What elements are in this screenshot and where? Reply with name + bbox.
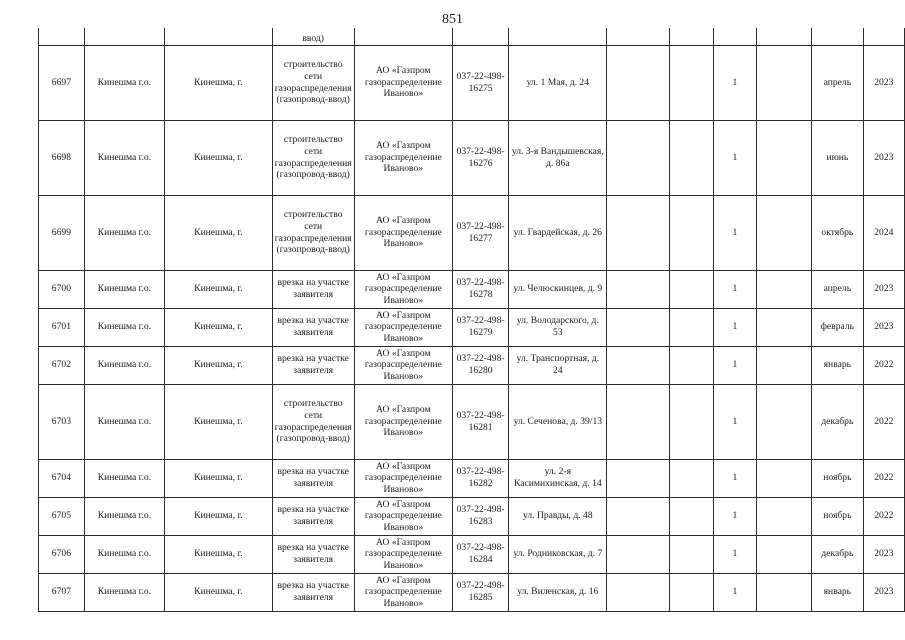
cell-address: ул. Челюскинцев, д. 9 — [509, 270, 607, 308]
cell-empty — [812, 28, 864, 45]
cell-empty — [757, 195, 812, 270]
cell-locality: Кинешма, г. — [165, 45, 273, 120]
cell-operator: АО «Газпром газораспределение Иваново» — [354, 120, 452, 195]
cell-number: 6700 — [39, 270, 85, 308]
cell-empty — [757, 45, 812, 120]
table-row — [39, 195, 905, 270]
cell-address: ул. 3-я Вандышевская, д. 86а — [509, 120, 607, 195]
cell-work: врезка на участке заявителя — [272, 270, 354, 308]
cell-empty — [669, 497, 713, 535]
cell-operator: АО «Газпром газораспределение Иваново» — [354, 497, 452, 535]
cell-address: ул. Правды, д. 48 — [509, 497, 607, 535]
cell-code: 037-22-498-16278 — [452, 270, 508, 308]
cell-empty — [669, 45, 713, 120]
cell-locality: Кинешма, г. — [165, 120, 273, 195]
cell-work: врезка на участке заявителя — [272, 346, 354, 384]
cell-locality: Кинешма, г. — [165, 384, 273, 459]
cell-empty — [607, 384, 669, 459]
cell-work: строительство сети газораспределения (газопровод-ввод) — [272, 45, 354, 120]
cell-operator: АО «Газпром газораспределение Иваново» — [354, 573, 452, 611]
cell-number: 6699 — [39, 195, 85, 270]
cell-year: 2022 — [863, 459, 904, 497]
cell-operator: АО «Газпром газораспределение Иваново» — [354, 346, 452, 384]
cell-month: февраль — [812, 308, 864, 346]
cell-locality: Кинешма, г. — [165, 346, 273, 384]
cell-quantity: 1 — [713, 459, 757, 497]
cell-empty — [757, 28, 812, 45]
page-number: 851 — [442, 12, 463, 27]
cell-year: 2024 — [863, 195, 904, 270]
cell-locality: Кинешма, г. — [165, 535, 273, 573]
table-row — [39, 270, 905, 308]
table-row — [39, 120, 905, 195]
cell-empty — [607, 346, 669, 384]
cell-work: строительство сети газораспределения (газопровод-ввод) — [272, 195, 354, 270]
cell-address: ул. Володарского, д. 53 — [509, 308, 607, 346]
cell-empty — [669, 346, 713, 384]
cell-year: 2023 — [863, 573, 904, 611]
cell-empty — [757, 459, 812, 497]
cell-empty — [669, 459, 713, 497]
cell-work: врезка на участке заявителя — [272, 459, 354, 497]
cell-address: ул. 1 Мая, д. 24 — [509, 45, 607, 120]
cell-empty — [607, 459, 669, 497]
cell-work: строительство сети газораспределения (газопровод-ввод) — [272, 384, 354, 459]
cell-empty — [607, 45, 669, 120]
cell-empty — [863, 28, 904, 45]
table-row — [39, 459, 905, 497]
cell-empty — [607, 573, 669, 611]
cell-district: Кинешма г.о. — [84, 120, 164, 195]
cell-empty — [757, 270, 812, 308]
cell-code: 037-22-498-16280 — [452, 346, 508, 384]
cell-quantity: 1 — [713, 270, 757, 308]
cell-operator: АО «Газпром газораспределение Иваново» — [354, 270, 452, 308]
cell-address: ул. Родниковская, д. 7 — [509, 535, 607, 573]
cell-empty — [607, 195, 669, 270]
cell-month: январь — [812, 346, 864, 384]
cell-month: январь — [812, 573, 864, 611]
cell-number: 6702 — [39, 346, 85, 384]
cell-code: 037-22-498-16275 — [452, 45, 508, 120]
cell-code: 037-22-498-16277 — [452, 195, 508, 270]
cell-address: ул. Гвардейская, д. 26 — [509, 195, 607, 270]
cell-quantity: 1 — [713, 45, 757, 120]
cell-work: врезка на участке заявителя — [272, 497, 354, 535]
cell-empty — [354, 28, 452, 45]
cell-month: ноябрь — [812, 459, 864, 497]
cell-month: июнь — [812, 120, 864, 195]
cell-empty — [669, 195, 713, 270]
cell-year: 2023 — [863, 45, 904, 120]
cell-empty — [669, 308, 713, 346]
cell-number: 6704 — [39, 459, 85, 497]
cell-year: 2022 — [863, 384, 904, 459]
table-row-fragment — [39, 28, 905, 45]
cell-empty — [669, 28, 713, 45]
cell-operator: АО «Газпром газораспределение Иваново» — [354, 535, 452, 573]
cell-month: октябрь — [812, 195, 864, 270]
cell-district: Кинешма г.о. — [84, 384, 164, 459]
cell-empty — [39, 28, 85, 45]
cell-district: Кинешма г.о. — [84, 459, 164, 497]
cell-empty — [607, 497, 669, 535]
cell-quantity: 1 — [713, 573, 757, 611]
cell-quantity: 1 — [713, 535, 757, 573]
cell-empty — [757, 573, 812, 611]
cell-empty — [607, 535, 669, 573]
cell-address: ул. Виленская, д. 16 — [509, 573, 607, 611]
table-row — [39, 497, 905, 535]
cell-operator: АО «Газпром газораспределение Иваново» — [354, 459, 452, 497]
cell-empty — [757, 497, 812, 535]
cell-locality: Кинешма, г. — [165, 459, 273, 497]
cell-quantity: 1 — [713, 384, 757, 459]
cell-month: ноябрь — [812, 497, 864, 535]
cell-number: 6698 — [39, 120, 85, 195]
table-row — [39, 384, 905, 459]
cell-code: 037-22-498-16284 — [452, 535, 508, 573]
cell-number: 6706 — [39, 535, 85, 573]
cell-empty — [757, 120, 812, 195]
cell-empty — [757, 308, 812, 346]
cell-district: Кинешма г.о. — [84, 45, 164, 120]
cell-number: 6701 — [39, 308, 85, 346]
cell-work: врезка на участке заявителя — [272, 573, 354, 611]
cell-year: 2023 — [863, 308, 904, 346]
cell-quantity: 1 — [713, 195, 757, 270]
cell-empty — [669, 270, 713, 308]
cell-district: Кинешма г.о. — [84, 308, 164, 346]
cell-code: 037-22-498-16279 — [452, 308, 508, 346]
cell-year: 2023 — [863, 270, 904, 308]
cell-district: Кинешма г.о. — [84, 270, 164, 308]
cell-locality: Кинешма, г. — [165, 308, 273, 346]
cell-empty — [669, 535, 713, 573]
cell-month: декабрь — [812, 384, 864, 459]
cell-month: апрель — [812, 270, 864, 308]
cell-operator: АО «Газпром газораспределение Иваново» — [354, 308, 452, 346]
cell-work: врезка на участке заявителя — [272, 308, 354, 346]
cell-district: Кинешма г.о. — [84, 346, 164, 384]
cell-empty — [509, 28, 607, 45]
registry-table — [38, 28, 905, 612]
table-row — [39, 45, 905, 120]
cell-locality: Кинешма, г. — [165, 195, 273, 270]
cell-year: 2022 — [863, 346, 904, 384]
cell-operator: АО «Газпром газораспределение Иваново» — [354, 195, 452, 270]
table-row — [39, 573, 905, 611]
cell-empty — [607, 308, 669, 346]
cell-code: 037-22-498-16282 — [452, 459, 508, 497]
cell-number: 6697 — [39, 45, 85, 120]
cell-month: декабрь — [812, 535, 864, 573]
cell-empty — [669, 573, 713, 611]
cell-empty — [607, 120, 669, 195]
cell-quantity: 1 — [713, 308, 757, 346]
cell-empty — [757, 346, 812, 384]
cell-empty — [607, 28, 669, 45]
cell-district: Кинешма г.о. — [84, 195, 164, 270]
cell-empty — [757, 384, 812, 459]
cell-empty — [757, 535, 812, 573]
cell-quantity: 1 — [713, 497, 757, 535]
cell-year: 2023 — [863, 535, 904, 573]
cell-code: 037-22-498-16285 — [452, 573, 508, 611]
cell-quantity: 1 — [713, 120, 757, 195]
table-row — [39, 308, 905, 346]
cell-code: 037-22-498-16276 — [452, 120, 508, 195]
cell-month: апрель — [812, 45, 864, 120]
cell-operator: АО «Газпром газораспределение Иваново» — [354, 384, 452, 459]
cell-work-fragment: ввод) — [272, 28, 354, 45]
cell-locality: Кинешма, г. — [165, 573, 273, 611]
cell-address: ул. Сеченова, д. 39/13 — [509, 384, 607, 459]
cell-empty — [669, 120, 713, 195]
cell-number: 6703 — [39, 384, 85, 459]
table-row — [39, 346, 905, 384]
cell-empty — [84, 28, 164, 45]
cell-district: Кинешма г.о. — [84, 573, 164, 611]
cell-year: 2022 — [863, 497, 904, 535]
cell-quantity: 1 — [713, 346, 757, 384]
cell-empty — [669, 384, 713, 459]
table-body — [39, 28, 905, 611]
table-row — [39, 535, 905, 573]
cell-number: 6707 — [39, 573, 85, 611]
cell-address: ул. 2-я Касимихинская, д. 14 — [509, 459, 607, 497]
cell-empty — [452, 28, 508, 45]
cell-work: строительство сети газораспределения (газопровод-ввод) — [272, 120, 354, 195]
cell-empty — [713, 28, 757, 45]
cell-code: 037-22-498-16281 — [452, 384, 508, 459]
cell-address: ул. Транспортная, д. 24 — [509, 346, 607, 384]
cell-locality: Кинешма, г. — [165, 270, 273, 308]
cell-empty — [607, 270, 669, 308]
cell-operator: АО «Газпром газораспределение Иваново» — [354, 45, 452, 120]
cell-empty — [165, 28, 273, 45]
cell-district: Кинешма г.о. — [84, 535, 164, 573]
cell-code: 037-22-498-16283 — [452, 497, 508, 535]
cell-district: Кинешма г.о. — [84, 497, 164, 535]
cell-year: 2023 — [863, 120, 904, 195]
cell-locality: Кинешма, г. — [165, 497, 273, 535]
cell-work: врезка на участке заявителя — [272, 535, 354, 573]
cell-number: 6705 — [39, 497, 85, 535]
